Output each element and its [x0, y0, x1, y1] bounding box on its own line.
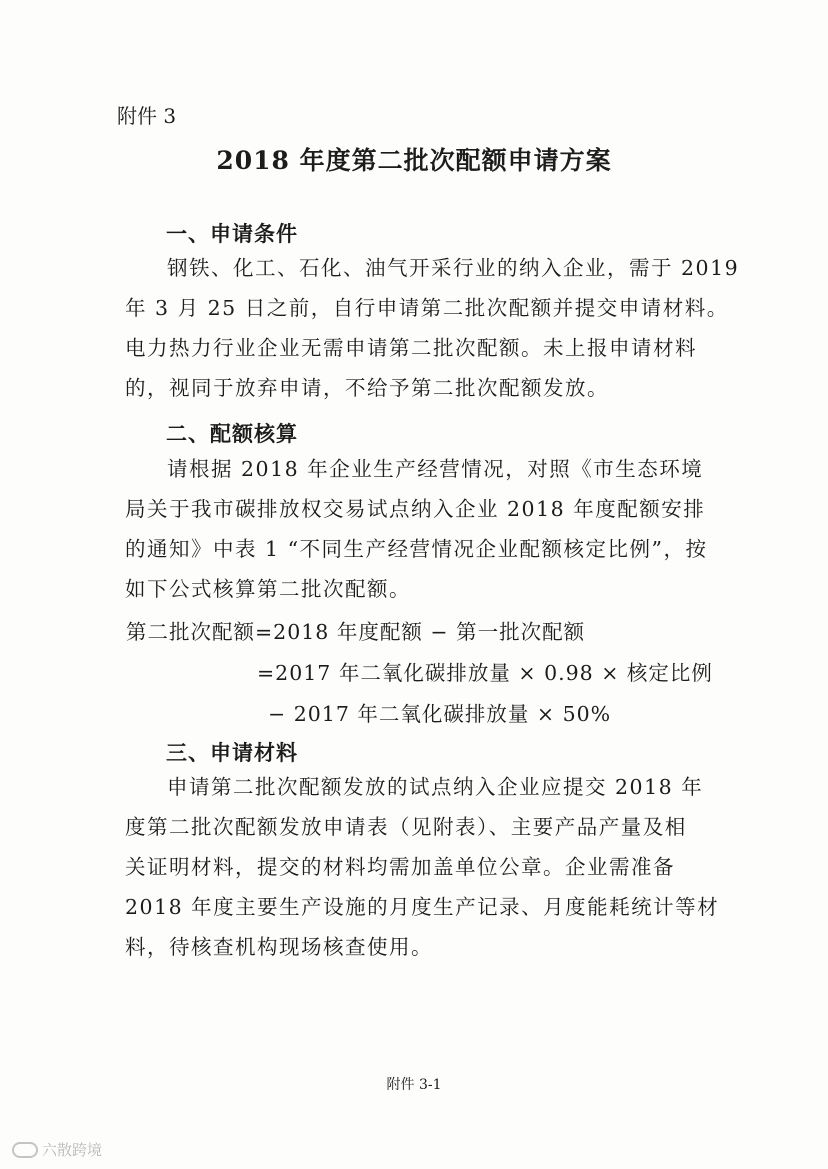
section-heading-materials: 三、申请材料	[166, 740, 298, 765]
paragraph-line: 2018 年度主要生产设施的月度生产记录、月度能耗统计等材	[125, 895, 720, 919]
section-body-materials	[125, 767, 720, 967]
paragraph-line: 申请第二批次配额发放的试点纳入企业应提交 2018 年	[167, 775, 704, 799]
section-body-conditions	[125, 248, 740, 408]
formula-line: − 2017 年二氧化碳排放量 × 50%	[268, 702, 612, 726]
paragraph-line: 如下公式核算第二批次配额。	[125, 577, 411, 601]
paragraph-line: 料，待核查机构现场核查使用。	[125, 935, 433, 959]
section-heading-calculation: 二、配额核算	[166, 421, 298, 446]
document-title: 2018 年度第二批次配额申请方案	[216, 146, 612, 175]
formula-line: 第二批次配额=2018 年度配额 − 第一批次配额	[126, 620, 586, 644]
section-heading-conditions: 一、申请条件	[166, 221, 298, 246]
paragraph-line: 度第二批次配额发放申请表（见附表）、主要产品产量及相	[125, 815, 687, 839]
watermark-text: 六散跨境	[42, 1141, 103, 1159]
paragraph-line: 关证明材料，提交的材料均需加盖单位公章。企业需准备	[125, 855, 675, 879]
formula-line: =2017 年二氧化碳排放量 × 0.98 × 核定比例	[257, 661, 713, 685]
paragraph-line: 的，视同于放弃申请，不给予第二批次配额发放。	[125, 376, 609, 400]
attachment-label: 附件 3	[117, 104, 177, 128]
paragraph-line: 局关于我市碳排放权交易试点纳入企业 2018 年度配额安排	[125, 497, 706, 521]
watermark	[12, 1139, 102, 1160]
paragraph-line: 电力热力行业企业无需申请第二批次配额。未上报申请材料	[125, 336, 697, 360]
paragraph-line: 钢铁、化工、石化、油气开采行业的纳入企业，需于 2019	[167, 256, 740, 280]
watermark-logo-icon	[12, 1142, 38, 1158]
page-footer: 附件 3-1	[386, 1077, 442, 1093]
paragraph-line: 的通知》中表 1 “不同生产经营情况企业配额核定比例”，按	[125, 537, 708, 561]
paragraph-line: 年 3 月 25 日之前，自行申请第二批次配额并提交申请材料。	[125, 296, 729, 320]
paragraph-line: 请根据 2018 年企业生产经营情况，对照《市生态环境	[167, 457, 704, 481]
section-body-calculation	[125, 449, 708, 609]
